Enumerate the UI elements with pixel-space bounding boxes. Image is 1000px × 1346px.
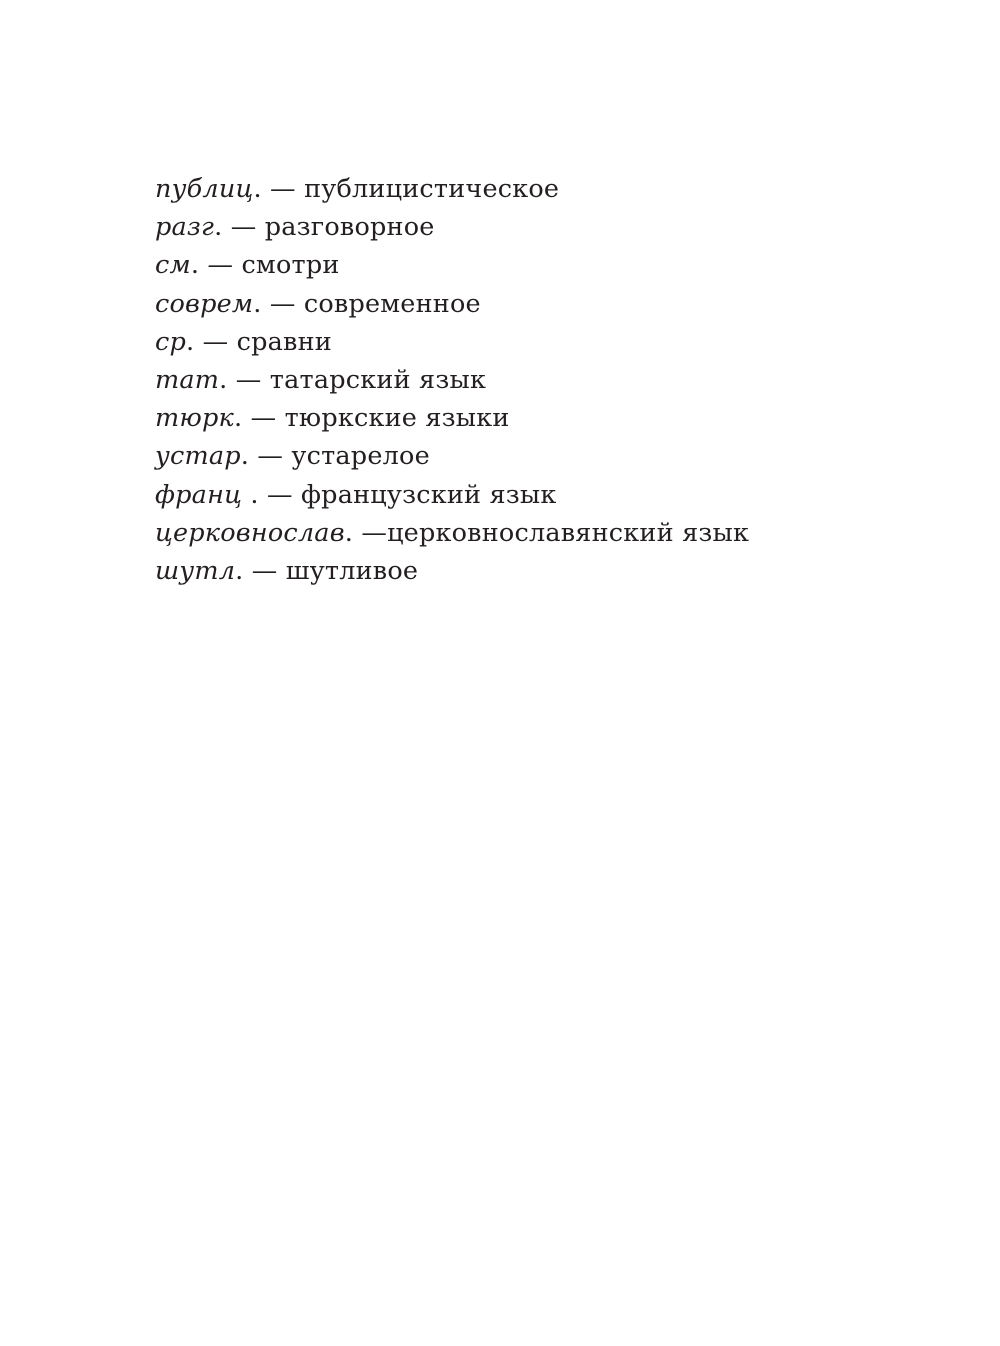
list-item	[155, 399, 749, 437]
abbreviation-list	[155, 170, 749, 590]
abbreviation: церковнослав	[155, 517, 345, 548]
list-item	[155, 285, 749, 323]
separator: . —	[233, 403, 285, 434]
separator: . —	[219, 364, 270, 395]
abbreviation: тюрк	[155, 403, 234, 434]
list-item	[155, 323, 749, 361]
list-item	[155, 437, 749, 475]
list-item	[155, 208, 749, 246]
list-item	[155, 552, 749, 590]
separator: . —	[235, 555, 286, 586]
separator: . —	[214, 212, 265, 243]
definition: смотри	[241, 250, 340, 281]
definition: публицистическое	[304, 174, 560, 204]
definition: разговорное	[264, 212, 435, 243]
separator: . —	[344, 517, 388, 548]
definition: сравни	[236, 326, 332, 357]
abbreviation: публиц	[155, 174, 254, 204]
list-item	[155, 246, 749, 284]
definition: татарский язык	[269, 364, 487, 395]
separator: . —	[190, 250, 242, 281]
definition: устарелое	[291, 441, 430, 472]
list-item	[155, 170, 749, 208]
definition: французский язык	[301, 479, 557, 510]
abbreviation: франц	[155, 479, 243, 510]
definition: тюркские языки	[284, 403, 510, 434]
definition: шутливое	[285, 555, 419, 586]
definition: церковнославянский язык	[387, 517, 750, 548]
separator: . —	[240, 441, 292, 472]
abbreviation: устар	[155, 441, 241, 472]
list-item	[155, 361, 749, 399]
definition: современное	[303, 288, 481, 319]
abbreviation: соврем	[155, 288, 254, 319]
abbreviation: см	[155, 250, 191, 281]
separator: . —	[253, 288, 304, 319]
list-item	[155, 476, 749, 514]
abbreviation: ср	[155, 326, 187, 357]
separator: . —	[253, 174, 305, 204]
list-item	[155, 514, 749, 552]
abbreviation: разг	[155, 212, 215, 243]
abbreviation: шутл	[155, 555, 236, 586]
separator: . —	[242, 479, 302, 510]
abbreviation: тат	[155, 364, 220, 395]
separator: . —	[186, 326, 237, 357]
